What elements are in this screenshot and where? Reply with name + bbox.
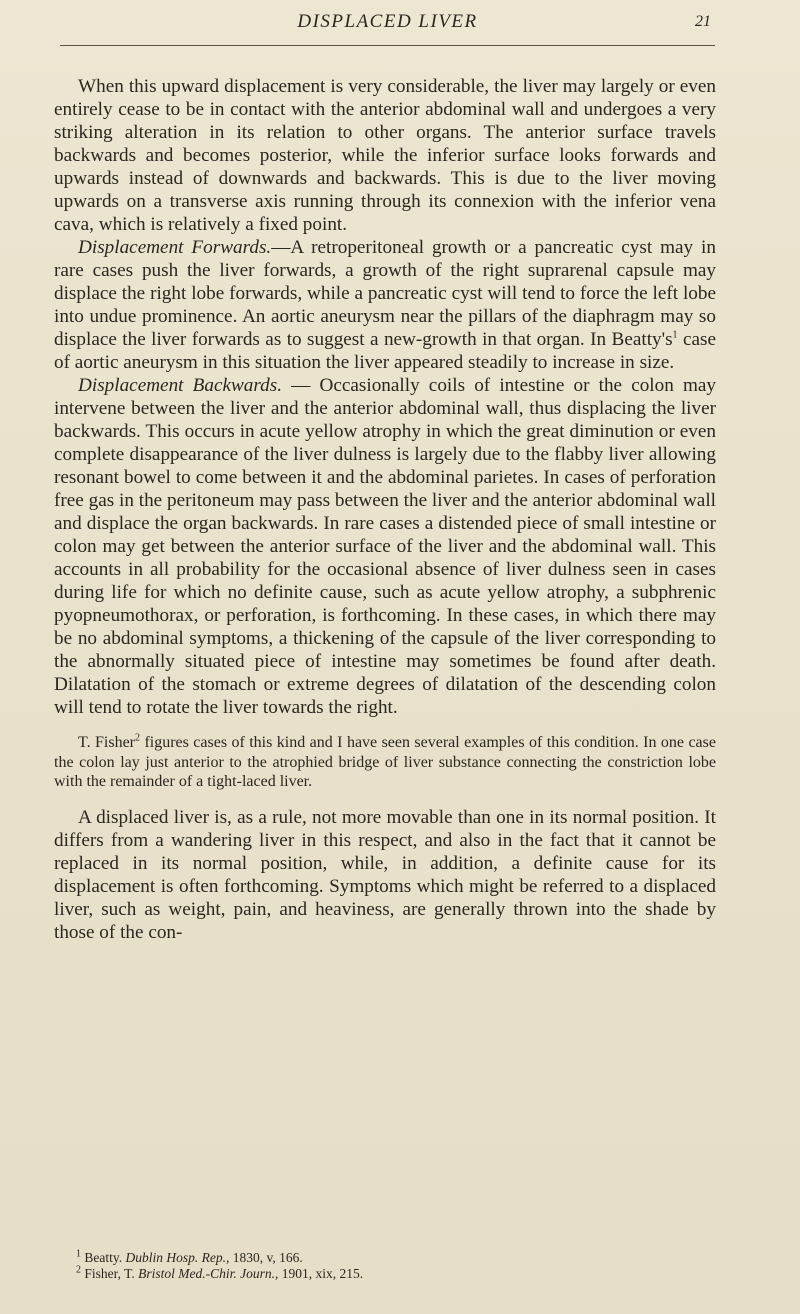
paragraph-text: figures cases of this kind and I have seen several examples of this condition. In one case the colon lay just anterior to the atrophied bridge of liver substance connecting the constriction lobe with the remainder of a tight-laced liver. [54,734,716,790]
footnote-source: Dublin Hosp. Rep., [125,1250,230,1265]
paragraph-displacement-forwards [54,236,716,374]
footnote-author: Fisher, T. [84,1266,135,1281]
running-head [60,8,715,48]
paragraph-displaced-vs-wandering: A displaced liver is, as a rule, not more movable than one in its normal position. It differs from a wandering liver in this respect, and also in the fact that it cannot be replaced in its normal position, while, in addition, a definite cause for its displacement is often forthcoming. Symptoms which might be referred to a displaced liver, such as weight, pain, and heaviness, are generally thrown into the shade by those of the con- [54,806,716,943]
footnote-1 [54,1250,716,1266]
footnote-mark: 1 [76,1248,81,1260]
paragraph-text: — Occasionally coils of intestine or the colon may intervene between the liver and the anterior abdominal wall, thus displacing the liver backwards. This occurs in acute yellow atrophy in which the great diminution or even complete disappearance of the liver dulness is largely due to the flabby liver allowing resonant bowel to come between it and the abdominal parietes. In cases of perforation free gas in the peritoneum may pass between the liver and the anterior abdominal wall and displace the organ backwards. In rare cases a distended piece of small intestine or colon may get between the anterior surface of the liver and the abdominal wall. This accounts in all probability for the occasional absence of liver dulness seen in cases during life for which no definite cause, such as acute yellow atrophy, a subphrenic pyopneumothorax, or perforation, is forthcoming. In these cases, in which there may be no abdominal symptoms, a thickening of the capsule of the liver corresponding to the abnormally situated piece of intestine may sometimes be found after death. Dilatation of the stomach or extreme degrees of dilatation of the descending colon will tend to rotate the liver towards the right. [54,375,717,718]
header-rule [60,45,715,46]
paragraph-text: T. Fisher [78,734,136,751]
paragraph-upward-displacement: When this upward displacement is very considerable, the liver may largely or even entirely cease to be in contact with the anterior abdominal wall and undergoes a very striking alteration in its relation to other organs. The anterior surface travels backwards and becomes posterior, while the inferior surface looks forwards and upwards instead of downwards and backwards. This is due to the liver moving upwards on a transverse axis running through its connexion with the inferior vena cava, which is relatively a fixed point. [54,76,716,235]
footnote-author: Beatty. [84,1250,123,1265]
footnotes [54,1250,716,1282]
footnote-ref-1[interactable]: 1 [672,329,678,341]
footnote-details: 1901, xix, 215. [281,1266,364,1281]
footnote-source: Bristol Med.-Chir. Journ., [138,1266,279,1281]
run-in-heading-forwards: Displacement Forwards. [78,237,272,258]
body-text [54,75,716,944]
page-number: 21 [695,13,711,30]
small-print-paragraph [54,733,716,792]
footnote-ref-2[interactable]: 2 [135,732,141,744]
running-head-title: DISPLACED LIVER [297,11,478,32]
run-in-heading-backwards: Displacement Backwards. [78,375,283,396]
footnote-details: 1830, v, 166. [232,1250,303,1265]
paragraph-text: case of aortic aneurysm in this situation the liver appeared steadily to increase in size. [54,329,716,373]
footnote-mark: 2 [76,1264,81,1276]
paragraph-displacement-backwards [54,374,716,719]
paragraph-text: —A retroperitoneal growth or a pancreatic cyst may in rare cases push the liver forwards, a growth of the right suprarenal capsule may displace the right lobe forwards, while a pancreatic cyst will tend to force the left lobe into undue prominence. An aortic aneurysm near the pillars of the diaphragm may so displace the liver forwards as to suggest a new-growth in that organ. In Beatty's [54,237,716,350]
footnote-2 [54,1266,716,1282]
